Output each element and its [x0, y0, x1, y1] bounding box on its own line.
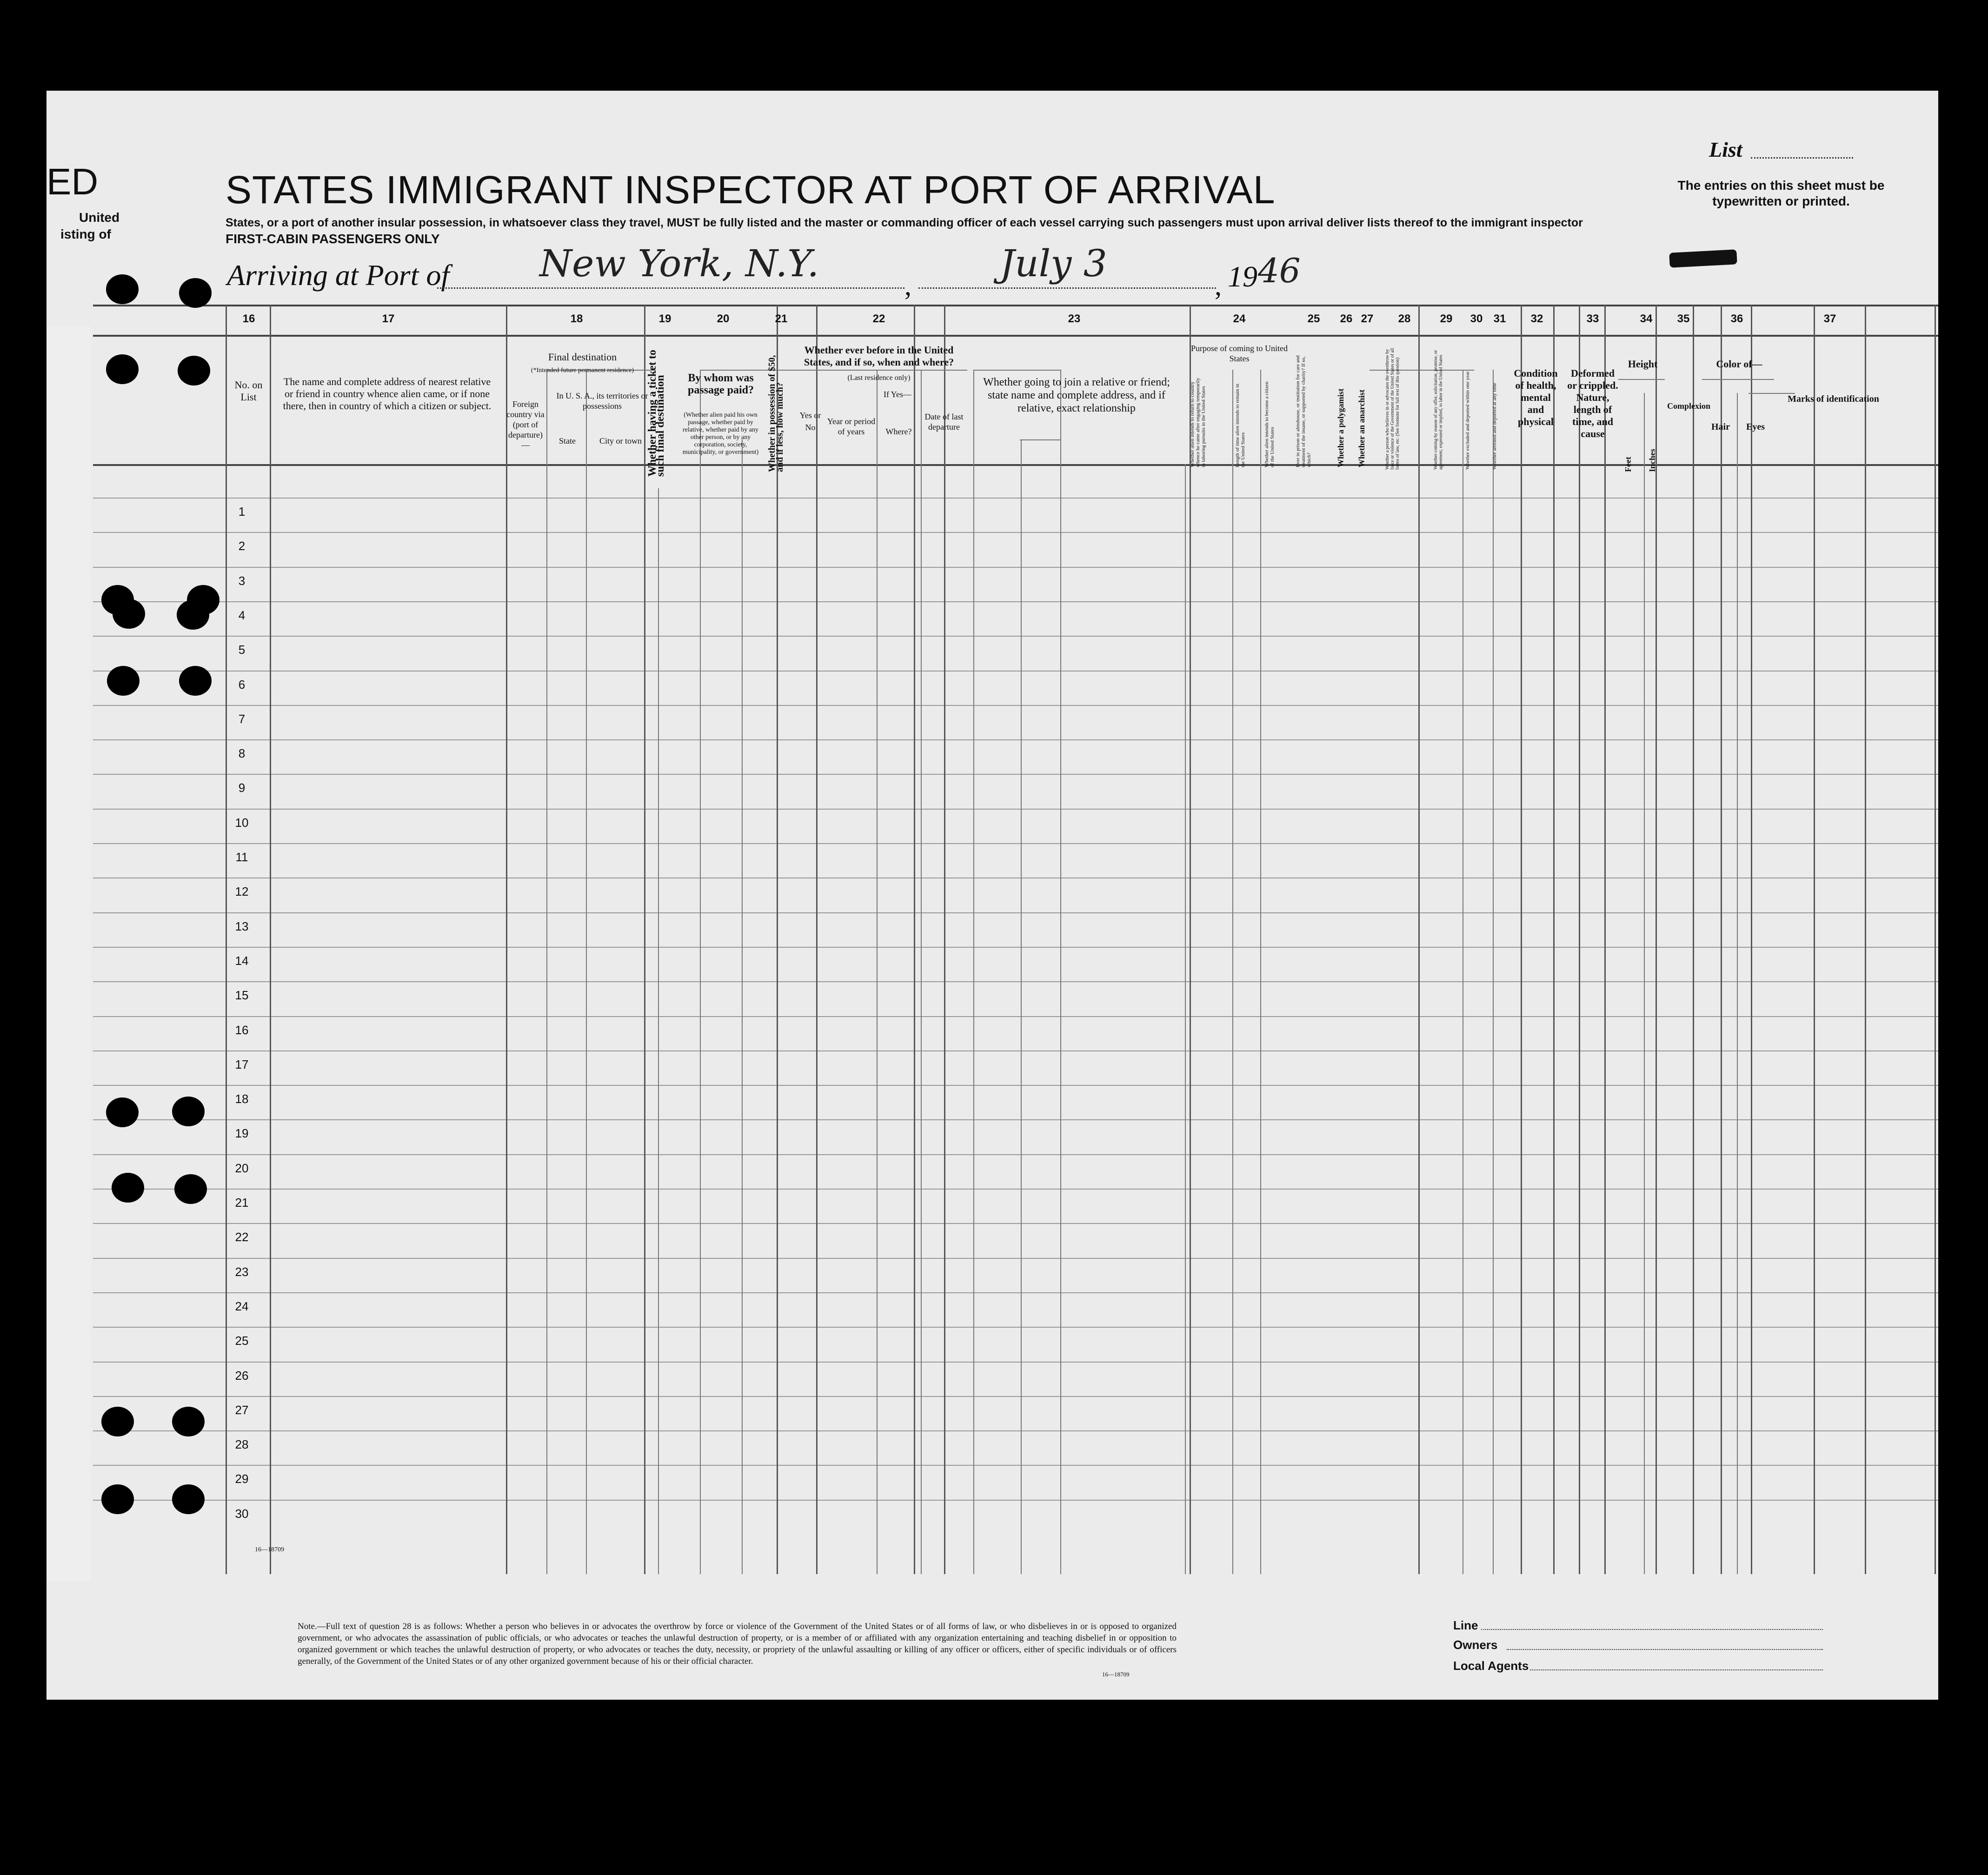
local-agents-field[interactable]	[1530, 1669, 1823, 1670]
header-col-29: Whether coming by reason of any offer, solicitation, promise, or agreement, expressed or implied, to labor in the United States	[1433, 350, 1443, 470]
row-number: 8	[238, 746, 246, 761]
col-divider	[1814, 305, 1815, 1574]
header-col-24b: Length of time alien intends to remain in the United States	[1235, 384, 1246, 467]
col-divider	[921, 370, 922, 1574]
header-col-19: Whether having a ticket to such final destination	[646, 350, 666, 477]
row-rule	[93, 912, 1938, 913]
header-usa-territories: In U. S. A., its territories or possessions	[556, 391, 648, 411]
header-city: City or town	[599, 436, 642, 445]
row-number: 9	[238, 781, 246, 795]
punch-hole	[179, 666, 212, 696]
punch-hole	[172, 1484, 205, 1514]
col-divider	[506, 305, 507, 1574]
col-divider	[816, 305, 818, 1574]
row-number: 12	[235, 884, 249, 899]
col-divider	[742, 439, 743, 1574]
row-number: 23	[235, 1264, 249, 1279]
header-no-on-list: No. on List	[234, 379, 263, 403]
col-divider	[226, 305, 227, 1574]
col-divider	[546, 370, 547, 1574]
header-col-21: Whether in possession of $50, and if less, how much?	[767, 355, 785, 472]
col-divider	[1185, 464, 1186, 1574]
header-col-28: Whether a person who believes in or advocates the overthrow by force or violence of the Government of the United States or of all forms of law, etc. (See footnote for full text of this question)	[1385, 348, 1400, 470]
row-rule	[93, 1327, 1938, 1328]
col-number-33: 33	[1586, 312, 1599, 325]
header-marks: Marks of identification	[1788, 394, 1879, 404]
col-divider	[1418, 305, 1420, 1574]
punch-hole	[113, 599, 145, 629]
header-col-24a: Whether alien intends to return to country whence he came after engaging temporarily in laboring pursuits in the United States	[1190, 378, 1206, 467]
page-subtitle: States, or a port of another insular possession, in whatsoever class they travel, MUST be fully listed and the master or commanding officer of each vessel carrying such passengers must upon arrival deliver lists thereof to the immigrant inspector	[226, 216, 1583, 229]
punch-hole	[174, 1174, 207, 1204]
row-number: 16	[235, 1023, 249, 1037]
col-number-34: 34	[1640, 312, 1653, 325]
header-if-yes: If Yes—	[883, 390, 911, 399]
col-divider	[644, 305, 645, 1574]
punch-hole	[112, 1173, 144, 1203]
row-rule	[93, 705, 1938, 706]
row-rule	[93, 1292, 1938, 1293]
col-divider	[1693, 305, 1694, 1574]
col-divider	[1493, 370, 1494, 1574]
row-number: 14	[235, 953, 249, 968]
row-number: 18	[235, 1092, 249, 1106]
header-foreign-country: Foreign country via (port of departure)—	[506, 399, 545, 450]
punch-hole	[177, 600, 209, 630]
punch-hole	[179, 278, 212, 308]
col-number-30: 30	[1470, 312, 1483, 325]
punch-hole	[101, 1484, 134, 1514]
line-field[interactable]	[1481, 1629, 1823, 1630]
sub-rule	[1020, 439, 1060, 440]
row-rule	[93, 1154, 1938, 1155]
col-number-31: 31	[1493, 312, 1506, 325]
form-number: 16—18709	[255, 1546, 284, 1553]
header-final-destination: Final destination	[548, 351, 617, 363]
list-number-field[interactable]	[1751, 157, 1853, 159]
row-number: 11	[235, 850, 248, 864]
table-body-rule	[93, 464, 1938, 466]
manifest-table	[93, 305, 1938, 1574]
col-divider	[777, 305, 778, 1574]
punch-hole	[106, 274, 139, 304]
col-divider	[1656, 305, 1657, 1574]
header-col-24c: Whether alien intends to become a citizen of the United States	[1264, 381, 1275, 467]
header-where: Where?	[885, 427, 912, 436]
col-divider	[1865, 305, 1866, 1574]
header-col-20-note: (Whether alien paid his own passage, whether paid by relative, whether paid by any other person, or by any corporation, society, municipality, or government)	[682, 412, 759, 456]
row-number: 27	[235, 1403, 249, 1417]
col-divider	[1232, 370, 1233, 1574]
owners-label: Owners	[1453, 1638, 1498, 1652]
punch-hole	[172, 1097, 205, 1126]
row-number: 5	[238, 643, 246, 657]
header-hair: Hair	[1711, 422, 1730, 432]
header-col-31: Whether arrested and deported at any time	[1492, 383, 1497, 470]
header-eyes: Eyes	[1746, 422, 1765, 432]
col-divider	[700, 370, 701, 1574]
port-value: New York, N.Y.	[539, 242, 819, 285]
row-number: 3	[238, 573, 246, 588]
header-col-17: The name and complete address of nearest relative or friend in country whence alien came, or if none there, then in country of which a citizen or subject.	[283, 376, 492, 412]
header-final-destination-note: (*Intended future permanent residence)	[531, 367, 634, 374]
header-state: State	[559, 436, 576, 445]
header-height: Height	[1628, 358, 1658, 370]
footnote-question-28: Note.—Full text of question 28 is as follows: Whether a person who believes in or advocates the overthrow by force or violence of the Government of the United States or of all forms of law, or who disbelieves in or is opposed to organized government, or who advocates the assassination of public officials, or who advocates or teaches the unlawful destruction of property, or is a member of or affiliated with any organization entertaining and teaching disbelief in or opposition to organized government or which teaches the unlawful destruction of property, or who advocates or teaches the duty, necessity, or propriety of the unlawful assaulting or killing of any officer or officers, either of specific individuals or of officers generally, of the Government of the United States or of any other organized government because of his or their official character.	[298, 1622, 1177, 1666]
footer-form-number: 16—18709	[1102, 1671, 1130, 1678]
col-number-25: 25	[1307, 312, 1320, 325]
row-rule	[93, 1500, 1938, 1501]
sub-rule	[700, 370, 777, 371]
table-header-rule	[93, 335, 1938, 337]
col-divider	[944, 305, 945, 1574]
header-feet: Feet	[1623, 457, 1633, 472]
row-number: 15	[235, 988, 249, 1003]
sub-rule	[770, 370, 967, 371]
list-label: List	[1709, 138, 1742, 161]
col-divider	[1190, 305, 1191, 1574]
row-rule	[93, 1396, 1938, 1397]
row-rule	[93, 809, 1938, 810]
left-overlap-strip	[47, 326, 91, 1581]
year-prefix: 19	[1228, 260, 1257, 293]
header-col-25: Ever in prison or almshouse, or institution for care and treatment of the insane, or supported by charity? If so, which?	[1295, 355, 1312, 467]
row-number: 24	[235, 1299, 249, 1313]
col-divider	[973, 370, 974, 1574]
row-number: 30	[235, 1506, 249, 1521]
col-divider	[1260, 370, 1261, 1574]
table-top-rule	[93, 305, 1938, 306]
header-complexion: Complexion	[1667, 401, 1711, 411]
punch-hole	[106, 1097, 139, 1127]
row-number: 28	[235, 1437, 249, 1452]
col-number-16: 16	[242, 312, 255, 325]
row-number: 4	[238, 608, 246, 622]
first-cabin-label: FIRST-CABIN PASSENGERS ONLY	[226, 232, 440, 246]
header-col-33: Deformed or crippled. Nature, length of time, and cause	[1567, 367, 1618, 439]
col-number-22: 22	[872, 312, 885, 325]
header-col-32: Condition of health, mental and physical	[1514, 367, 1558, 427]
row-rule	[93, 671, 1938, 672]
col-divider	[1737, 393, 1738, 1574]
col-divider	[270, 305, 271, 1574]
row-rule	[93, 1430, 1938, 1431]
row-number: 22	[235, 1230, 249, 1244]
row-rule	[93, 843, 1938, 844]
local-agents-label: Local Agents	[1453, 1659, 1529, 1673]
row-rule	[93, 774, 1938, 775]
col-number-21: 21	[775, 312, 788, 325]
sub-rule	[973, 370, 1060, 371]
punch-hole	[172, 1407, 205, 1436]
row-rule	[93, 1016, 1938, 1017]
row-rule	[93, 1189, 1938, 1190]
row-number: 6	[238, 677, 246, 691]
col-number-29: 29	[1440, 312, 1453, 325]
col-divider	[658, 488, 659, 1574]
date-field-line[interactable]	[918, 287, 1216, 289]
col-number-37: 37	[1823, 312, 1836, 325]
row-number: 26	[235, 1368, 249, 1383]
sub-rule	[1702, 379, 1774, 380]
row-rule	[93, 1223, 1938, 1224]
header-col-23: Whether going to join a relative or friend; state name and complete address, and if relative, exact relationship	[983, 376, 1170, 414]
col-divider	[1021, 439, 1022, 1574]
row-number: 20	[235, 1161, 249, 1175]
row-rule	[93, 739, 1938, 740]
punch-hole	[107, 666, 140, 696]
row-number: 17	[235, 1057, 249, 1071]
row-rule	[93, 981, 1938, 982]
header-col-22: Whether ever before in the United States, and if so, when and where?	[804, 344, 954, 368]
left-text-fragment-1: United	[79, 210, 120, 225]
col-number-28: 28	[1398, 312, 1411, 325]
row-number: 19	[235, 1126, 249, 1141]
col-number-17: 17	[382, 312, 395, 325]
col-divider	[1060, 370, 1061, 1574]
header-purpose: Purpose of coming to United States	[1191, 344, 1288, 363]
col-divider	[914, 305, 915, 1574]
date-value: July 3	[1000, 242, 1107, 285]
header-year-period: Year or period of years	[827, 417, 876, 436]
punch-hole	[178, 356, 210, 386]
col-number-32: 32	[1530, 312, 1543, 325]
col-divider	[1604, 305, 1606, 1574]
row-number: 10	[235, 815, 249, 830]
col-number-20: 20	[717, 312, 730, 325]
punch-hole	[106, 354, 139, 384]
comma-2: ,	[1215, 270, 1222, 301]
header-polygamist: Whether a polygamist	[1336, 388, 1345, 467]
header-date-last-departure: Date of last departure	[924, 412, 964, 432]
row-rule	[93, 1362, 1938, 1363]
arriving-label: Arriving at Port of	[227, 259, 450, 292]
year-value: 46	[1258, 251, 1301, 290]
col-number-35: 35	[1677, 312, 1690, 325]
row-rule	[93, 1258, 1938, 1259]
sub-rule	[1618, 379, 1665, 380]
row-rule	[93, 567, 1938, 568]
col-divider	[1721, 305, 1722, 1574]
row-rule	[93, 1119, 1938, 1120]
row-number: 7	[238, 711, 246, 726]
col-divider	[1935, 305, 1936, 1574]
line-label: Line	[1453, 1618, 1478, 1632]
col-number-18: 18	[570, 312, 583, 325]
col-divider	[1579, 305, 1580, 1574]
row-number: 2	[238, 539, 246, 553]
col-divider	[1751, 305, 1752, 1574]
header-col-22-note: (Last residence only)	[847, 374, 911, 382]
col-number-19: 19	[658, 312, 672, 325]
page-title: STATES IMMIGRANT INSPECTOR AT PORT OF ARRIVAL	[226, 168, 1276, 212]
row-number: 1	[238, 505, 246, 519]
typewritten-instruction: The entries on this sheet must be typewritten or printed.	[1677, 178, 1885, 208]
row-number: 29	[235, 1472, 249, 1486]
col-number-23: 23	[1068, 312, 1081, 325]
port-field-line[interactable]	[437, 287, 904, 289]
punch-hole	[101, 1407, 134, 1436]
row-rule	[93, 1085, 1938, 1086]
row-rule	[93, 636, 1938, 637]
header-col-30: Whether excluded and deported within one year	[1465, 371, 1470, 470]
left-text-fragment-2: isting of	[60, 227, 111, 241]
col-number-27: 27	[1361, 312, 1374, 325]
row-rule	[93, 498, 1938, 499]
header-inches: Inches	[1648, 448, 1657, 472]
row-number: 13	[235, 919, 249, 933]
header-color-of: Color of—	[1716, 358, 1762, 370]
row-rule	[93, 947, 1938, 948]
col-number-26: 26	[1340, 312, 1353, 325]
row-number: 25	[235, 1334, 249, 1348]
col-number-36: 36	[1730, 312, 1743, 325]
col-divider	[1521, 305, 1522, 1574]
row-rule	[93, 1465, 1938, 1466]
col-divider	[1644, 393, 1645, 1574]
row-rule	[93, 601, 1938, 602]
row-number: 21	[235, 1196, 249, 1210]
comma: ,	[904, 270, 911, 301]
header-anarchist: Whether an anarchist	[1357, 389, 1366, 467]
left-title-fragment: ED	[47, 161, 99, 202]
row-rule	[93, 532, 1938, 533]
col-divider	[877, 370, 878, 1574]
header-col-20: By whom was passage paid?	[687, 372, 754, 396]
col-divider	[586, 370, 587, 1574]
header-yes-or-no: Yes or No	[799, 411, 821, 432]
col-number-24: 24	[1233, 312, 1246, 325]
owners-field[interactable]	[1507, 1649, 1823, 1650]
col-divider	[1553, 305, 1555, 1574]
